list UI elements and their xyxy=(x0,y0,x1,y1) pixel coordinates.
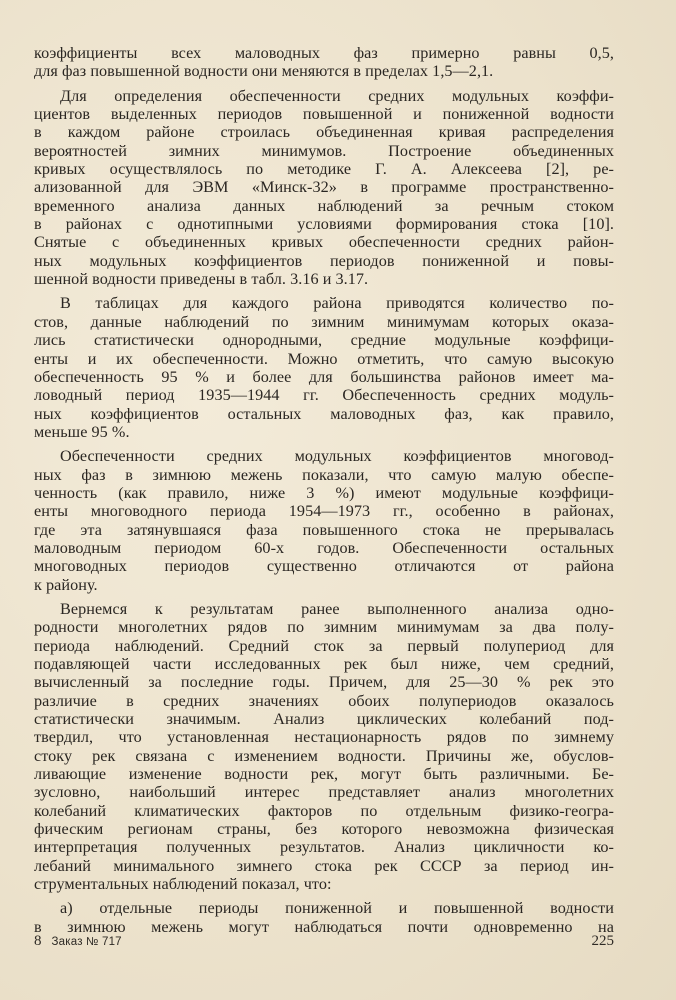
text-line: колебаний климатических факторов по отдельным физико-геогра- xyxy=(34,801,614,820)
text-line: различие в средних значениях обоих полупериодов оказалось xyxy=(34,691,614,710)
text-line: ных модульных коэффициентов периодов пониженной и повы- xyxy=(34,251,614,270)
page-number: 225 xyxy=(591,933,614,949)
text-line: шенной водности приведены в табл. 3.16 и 3.17. xyxy=(34,270,369,289)
text-line: статистически значимым. Анализ циклических колебаний под- xyxy=(34,710,614,729)
text-line: лебаний минимального зимнего стока рек СССР за период ин- xyxy=(34,856,614,875)
paragraph-p0 xyxy=(34,44,614,81)
page-body xyxy=(34,44,614,942)
text-line: к району. xyxy=(34,575,98,594)
text-line: многоводных периодов существенно отличаются от района xyxy=(34,557,614,576)
text-line: периода наблюдений. Средний сток за первый полупериод для xyxy=(34,636,614,655)
text-line: меньше 95 %. xyxy=(34,422,130,441)
text-line: В таблицах для каждого района приводятся количество по- xyxy=(60,294,614,313)
paragraph-p2 xyxy=(34,294,614,441)
text-line: вычисленный за последние годы. Причем, для 25—30 % рек это xyxy=(34,673,614,692)
text-line: циентов выделенных периодов повышенной и пониженной водности xyxy=(34,105,614,124)
text-line: а) отдельные периоды пониженной и повышенной водности xyxy=(60,899,614,918)
text-line: где эта затянувшаяся фаза повышенного стока не прерывалась xyxy=(34,520,614,539)
text-line: фическим регионам страны, без которого невозможна физическая xyxy=(34,820,614,839)
text-line: ливающие изменение водности рек, могут быть различными. Бе- xyxy=(34,765,614,784)
text-line: Вернемся к результатам ранее выполненного анализа одно- xyxy=(60,599,614,618)
text-line: коэффициенты всех маловодных фаз примерно равны 0,5, xyxy=(34,44,614,62)
text-line: в зимнюю межень могут наблюдаться почти одновременно на xyxy=(34,917,614,936)
text-line: Обеспеченности средних модульных коэффициентов многовод- xyxy=(60,447,614,466)
text-line: временного анализа данных наблюдений за речным стоком xyxy=(34,196,614,215)
text-line: Снятые с объединенных кривых обеспеченности средних район- xyxy=(34,233,614,252)
paragraph-p1 xyxy=(34,87,614,289)
text-line: для фаз повышенной водности они меняются в пределах 1,5—2,1. xyxy=(34,62,494,81)
text-line: ализованной для ЭВМ «Минск-32» в программе пространственно- xyxy=(34,178,614,197)
paragraph-p3 xyxy=(34,447,614,594)
text-line: Для определения обеспеченности средних модульных коэффи- xyxy=(60,86,614,105)
text-line: стов, данные наблюдений по зимним минимумам которых оказа- xyxy=(34,312,614,331)
paragraph-p5 xyxy=(34,899,614,936)
text-line: ных коэффициентов остальных маловодных фаз, как правило, xyxy=(34,404,614,423)
text-line: кривых осуществлялось по методике Г. А. Алексеева [2], ре- xyxy=(34,160,614,179)
text-line: енты многоводного периода 1954—1973 гг., особенно в районах, xyxy=(34,502,614,521)
text-line: ных фаз в зимнюю межень показали, что самую малую обеспе- xyxy=(34,465,614,484)
text-line: ченность (как правило, ниже 3 %) имеют модульные коэффици- xyxy=(34,483,614,502)
text-line: в районах с однотипными условиями формирования стока [10]. xyxy=(34,215,614,234)
text-line: интерпретация полученных результатов. Анализ цикличности ко- xyxy=(34,838,614,857)
text-line: подавляющей части исследованных рек был ниже, чем средний, xyxy=(34,655,614,673)
text-line: маловодным периодом 60-х годов. Обеспеченности остальных xyxy=(34,538,614,557)
signature-mark xyxy=(34,932,122,951)
signature-number: 8 xyxy=(34,933,42,949)
text-line: лись статистически однородными, средние модульные коэффици- xyxy=(34,331,614,350)
text-line: енты и их обеспеченности. Можно отметить, что самую высокую xyxy=(34,349,614,368)
order-number: Заказ № 717 xyxy=(51,936,122,948)
text-line: родности многолетних рядов по зимним минимумам за два полу- xyxy=(34,618,614,637)
text-line: вероятностей зимних минимумов. Построение объединенных xyxy=(34,141,614,160)
text-line: твердил, что установленная нестационарность рядов по зимнему xyxy=(34,728,614,747)
text-line: струментальных наблюдений показал, что: xyxy=(34,875,332,894)
text-line: стоку рек связана с изменением водности. Причины же, обуслов- xyxy=(34,746,614,765)
text-line: в каждом районе строилась объединенная кривая распределения xyxy=(34,123,614,142)
text-line: зусловно, наибольший интерес представляет анализ многолетних xyxy=(34,783,614,802)
paragraph-p4 xyxy=(34,600,614,894)
text-line: ловодный период 1935—1944 гг. Обеспеченность средних модуль- xyxy=(34,386,614,405)
text-line: обеспеченность 95 % и более для большинства районов имеет ма- xyxy=(34,367,614,386)
